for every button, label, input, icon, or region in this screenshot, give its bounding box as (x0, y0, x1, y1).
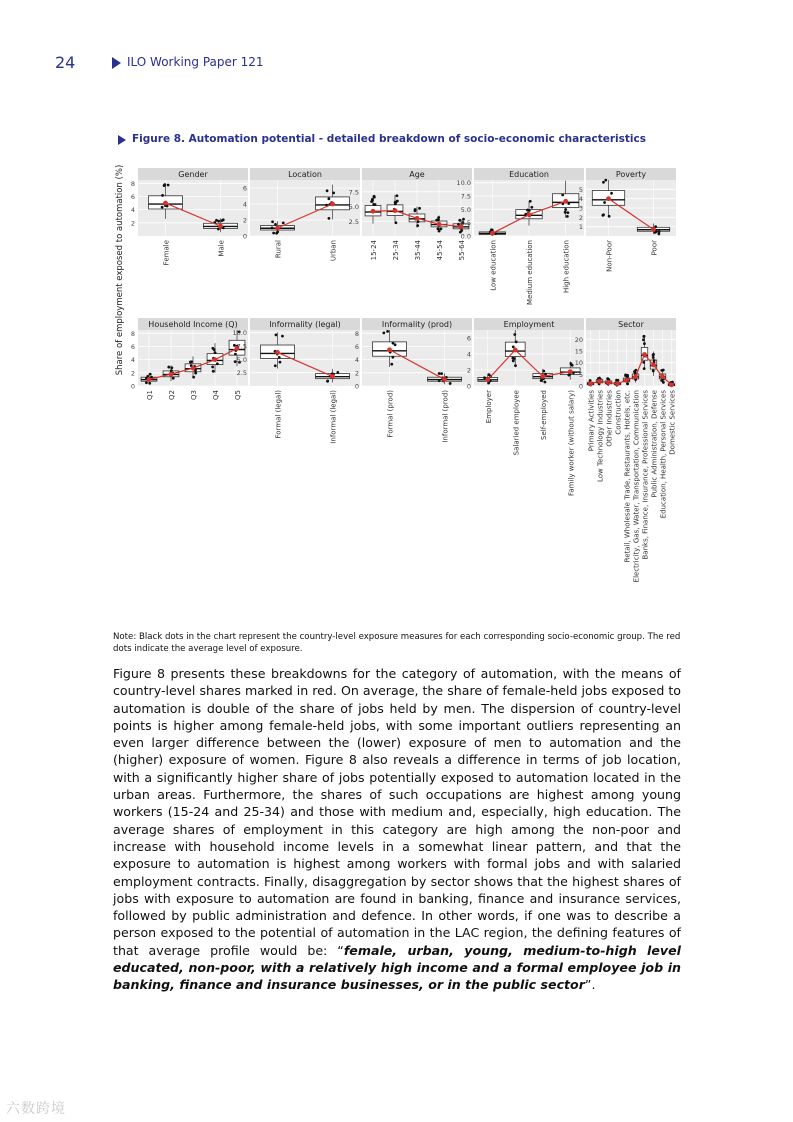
header-arrow-icon (112, 57, 121, 69)
y-tick-label: 4 (130, 356, 135, 365)
mean-point (213, 357, 218, 362)
country-point (326, 189, 329, 192)
mean-point (606, 380, 611, 385)
country-point (390, 363, 393, 366)
y-tick-label: 4 (242, 200, 247, 209)
country-point (271, 220, 274, 223)
y-tick-label: 10.0 (232, 329, 247, 338)
y-tick-label: 0.0 (460, 232, 471, 241)
facet-panel-4 (579, 168, 676, 272)
facet-panel-9 (575, 318, 677, 582)
x-tick-label: Informal (prod) (441, 390, 450, 443)
facet-panel-0 (131, 168, 248, 265)
y-tick-label: 6 (466, 334, 471, 343)
country-point (601, 214, 604, 217)
x-tick-label: 25-34 (392, 240, 400, 261)
x-tick-label: Low Technology Industries (596, 390, 605, 482)
country-point (416, 224, 419, 227)
series-title: ILO Working Paper 121 (127, 55, 264, 69)
country-point (658, 230, 661, 233)
x-tick-label: 35-44 (414, 240, 422, 261)
country-point (170, 369, 173, 372)
page-number: 24 (55, 53, 76, 72)
country-point (652, 356, 655, 359)
country-point (642, 361, 645, 364)
country-point (440, 372, 443, 375)
mean-point (163, 201, 168, 206)
x-tick-label: Domestic Services (668, 390, 677, 455)
country-point (437, 227, 440, 230)
mean-point (606, 196, 611, 201)
x-tick-label: 45-54 (436, 240, 444, 261)
mean-point (169, 372, 174, 377)
y-tick-label: 8 (354, 329, 359, 338)
y-tick-label: 20 (574, 335, 583, 344)
country-point (145, 381, 148, 384)
country-point (438, 372, 441, 375)
x-tick-label: Non-Poor (605, 240, 614, 272)
x-tick-label: Education, Health, Personal Services (659, 390, 668, 519)
mean-point (527, 212, 532, 217)
x-tick-label: Q2 (168, 390, 176, 400)
y-tick-label: 7.5 (236, 342, 247, 351)
mean-point (624, 378, 629, 383)
mean-point (597, 379, 602, 384)
y-tick-label: 7.5 (348, 188, 359, 197)
y-tick-label: 8 (130, 329, 135, 338)
country-point (440, 228, 443, 231)
y-tick-label: 0 (242, 232, 247, 241)
country-point (626, 382, 629, 385)
x-tick-label: Q4 (212, 390, 220, 400)
country-point (542, 370, 545, 373)
country-point (561, 193, 564, 196)
country-point (271, 226, 274, 229)
watermark: 六数跨境 (6, 1101, 66, 1117)
y-tick-label: 2.5 (236, 369, 247, 378)
x-tick-label: Electricity, Gas, Water, Transportation, Communication (632, 390, 641, 583)
country-point (395, 221, 398, 224)
figure-title: Figure 8. Automation potential - detailed breakdown of socio-economic characteristics (132, 133, 646, 145)
facet-panel-6 (233, 318, 360, 444)
country-point (530, 206, 533, 209)
country-point (624, 374, 627, 377)
y-tick-label: 6 (242, 184, 247, 193)
y-tick-label: 5 (578, 185, 583, 194)
country-point (167, 184, 170, 187)
country-point (643, 335, 646, 338)
x-tick-label: Low education (489, 240, 498, 291)
country-point (604, 179, 607, 182)
facet-panel-7 (355, 318, 472, 443)
y-tick-label: 2 (578, 213, 583, 222)
boxplot-chart (110, 160, 680, 610)
mean-point (275, 226, 280, 231)
country-point (392, 342, 395, 345)
y-tick-label: 6 (354, 342, 359, 351)
country-point (391, 356, 394, 359)
country-point (643, 367, 646, 370)
country-point (610, 192, 613, 195)
x-tick-label: 15-24 (370, 240, 378, 261)
body-paragraph (113, 665, 681, 994)
mean-point (660, 374, 665, 379)
country-point (221, 219, 224, 222)
mean-point (490, 231, 495, 236)
mean-point (437, 222, 442, 227)
country-point (336, 371, 339, 374)
facet-title: Sector (618, 320, 644, 329)
facet-title: Location (288, 170, 322, 179)
country-point (274, 364, 277, 367)
country-point (483, 376, 486, 379)
country-point (382, 332, 385, 335)
country-point (282, 221, 285, 224)
x-tick-label: Formal (legal) (274, 390, 283, 439)
facet-title: Education (509, 170, 549, 179)
y-tick-label: 4 (130, 206, 135, 215)
country-point (515, 340, 518, 343)
country-point (602, 181, 605, 184)
country-point (653, 359, 656, 362)
country-point (662, 381, 665, 384)
mean-point (415, 216, 420, 221)
country-point (414, 209, 417, 212)
country-point (570, 362, 573, 365)
country-point (149, 373, 152, 376)
mean-point (218, 224, 223, 229)
x-tick-label: Male (217, 240, 226, 257)
mean-point (513, 348, 518, 353)
y-tick-label: 2.5 (460, 219, 471, 228)
country-point (564, 208, 567, 211)
country-point (567, 211, 570, 214)
country-point (279, 361, 282, 364)
y-tick-label: 4 (354, 356, 359, 365)
country-point (567, 374, 570, 377)
y-tick-label: 1 (578, 223, 583, 232)
country-point (386, 330, 389, 333)
x-tick-label: Female (162, 240, 171, 266)
country-point (660, 369, 663, 372)
y-tick-label: 5.0 (460, 205, 471, 214)
x-tick-label: Self-employed (539, 390, 548, 440)
x-tick-label: Formal (prod) (386, 390, 395, 438)
country-point (603, 201, 606, 204)
country-point (371, 198, 374, 201)
country-point (213, 348, 216, 351)
country-point (278, 356, 281, 359)
mean-point (330, 202, 335, 207)
mean-point (275, 350, 280, 355)
country-point (172, 377, 175, 380)
country-point (161, 194, 164, 197)
mean-point (633, 374, 638, 379)
y-tick-label: 3 (578, 204, 583, 213)
x-tick-label: Q3 (190, 390, 198, 400)
y-tick-label: 2 (242, 216, 247, 225)
y-tick-label: 2.5 (348, 217, 359, 226)
country-point (526, 209, 529, 212)
country-point (214, 351, 217, 354)
y-tick-label: 2 (354, 369, 359, 378)
y-tick-label: 4 (578, 195, 583, 204)
y-tick-label: 8 (130, 179, 135, 188)
country-point (396, 194, 399, 197)
country-point (276, 231, 279, 234)
y-tick-label: 10.0 (456, 179, 471, 188)
y-tick-label: 15 (574, 347, 583, 356)
y-tick-label: 4 (466, 350, 471, 359)
mean-point (669, 382, 674, 387)
country-point (615, 379, 618, 382)
body-text: Figure 8 presents these breakdowns for the category of automation, with the means of country-level shares marked in red. On average, the share of female-held jobs exposed to automation is double of the share of jobs held by men. The dispersion of country-level points is higher among female-held jobs, with some important outliers representing an even larger difference between the (lower) exposure of men to automation and the (higher) exposure of women. Figure 8 also reveals a difference in terms of job location, with a significantly higher share of jobs potentially exposed to automation located in the urban areas. Furthermore, the shares of such occupations are highest among young workers (15-24 and 25-34) and those with medium and, especially, high education. The average shares of employment in this category are high among the non-poor and increase with household income levels in a somewhat linear pattern, and that the exposure to automation is highest among workers with formal jobs and with salaried employment contracts. Finally, disaggregation by sector shows that the highest shares of jobs with exposure to automation are found in banking, finance and insurance services, followed by public administration and defence. In other words, if one was to describe a person exposed to the potential of automation in the LAC region, the defining features of that average profile would be: “ (113, 666, 681, 958)
country-point (643, 342, 646, 345)
y-tick-label: 0 (578, 382, 583, 391)
x-tick-label: Employer (484, 390, 493, 424)
facet-title: Age (409, 170, 425, 179)
mean-point (147, 377, 152, 382)
x-tick-label: Salaried employee (512, 390, 521, 456)
country-point (488, 373, 491, 376)
country-point (192, 376, 195, 379)
country-point (212, 370, 215, 373)
country-point (275, 333, 278, 336)
y-tick-label: 5.0 (348, 203, 359, 212)
country-point (564, 211, 567, 214)
facet-title: Poverty (615, 170, 647, 179)
country-point (148, 382, 151, 385)
country-point (216, 362, 219, 365)
facet-title: Gender (178, 170, 208, 179)
facet-title: Informality (legal) (269, 320, 341, 329)
country-point (608, 215, 611, 218)
country-point (373, 196, 376, 199)
country-point (634, 369, 637, 372)
country-point (566, 215, 569, 218)
country-point (194, 372, 197, 375)
facet-panel-1 (243, 168, 360, 261)
y-tick-label: 6 (130, 342, 135, 351)
facet-panel-5 (131, 318, 248, 400)
y-tick-label: 0 (466, 382, 471, 391)
y-tick-label: 5.0 (236, 355, 247, 364)
country-point (326, 380, 329, 383)
y-tick-label: 2 (130, 219, 135, 228)
x-tick-label: Medium education (526, 240, 534, 305)
mean-point (371, 209, 376, 214)
mean-point (442, 377, 447, 382)
x-tick-label: High education (562, 240, 571, 294)
country-point (438, 379, 441, 382)
country-point (272, 232, 275, 235)
mean-point (642, 352, 647, 357)
country-point (436, 218, 439, 221)
mean-point (387, 347, 392, 352)
body-quote: female, urban, young, medium-to-high level educated, non-poor, with a relatively high income and a formal employee job in banking, finance and insurance businesses, or in the public sector (113, 942, 681, 993)
facet-panel-8 (467, 318, 584, 496)
country-point (418, 207, 421, 210)
mean-point (393, 208, 398, 213)
x-tick-label: Construction (614, 390, 623, 435)
country-point (529, 200, 532, 203)
x-tick-label: Family worker (without salary) (567, 390, 576, 497)
facet-title: Informality (prod) (381, 320, 453, 329)
mean-point (563, 199, 568, 204)
mean-point (615, 381, 620, 386)
country-point (449, 382, 452, 385)
x-tick-label: Poor (650, 240, 659, 256)
body-closing: ”. (584, 977, 596, 993)
country-point (217, 220, 220, 223)
country-point (281, 335, 284, 338)
y-tick-label: 7.5 (460, 192, 471, 201)
x-tick-label: Other Industries (605, 390, 614, 447)
mean-point (540, 374, 545, 379)
mean-point (588, 381, 593, 386)
x-tick-label: Q1 (146, 390, 154, 400)
mean-point (651, 227, 656, 232)
x-tick-label: Urban (329, 240, 338, 262)
mean-point (191, 366, 196, 371)
x-tick-label: Q5 (234, 390, 242, 400)
country-point (544, 381, 547, 384)
y-axis-label: Share of employment exposed to automation (%) (115, 164, 125, 376)
facet-title: Household Income (Q) (148, 320, 238, 329)
country-point (274, 223, 277, 226)
facet-title: Employment (503, 320, 555, 329)
country-point (514, 364, 517, 367)
country-point (332, 192, 335, 195)
country-point (652, 369, 655, 372)
mean-point (330, 374, 335, 379)
mean-point (568, 369, 573, 374)
y-tick-label: 2 (130, 369, 135, 378)
x-tick-label: Retail, Wholesale Trade, Restaurants, Hotels, etc. (623, 390, 632, 563)
country-point (513, 357, 516, 360)
country-point (513, 333, 516, 336)
x-tick-label: 55-64 (458, 240, 466, 261)
x-tick-label: Primary Activities (587, 390, 596, 452)
country-point (395, 201, 398, 204)
country-point (170, 366, 173, 369)
country-point (161, 206, 164, 209)
x-tick-label: Public Administration, Defense (650, 390, 659, 498)
mean-point (651, 363, 656, 368)
facet-panel-2 (349, 168, 472, 260)
country-point (327, 197, 330, 200)
y-tick-label: 6 (130, 192, 135, 201)
facet-panel-3 (457, 168, 584, 305)
country-point (190, 360, 193, 363)
figure-note: Note: Black dots in the chart represent the country-level exposure measures for each corresponding socio-economic group. The red dots indicate the average level of exposure. (113, 632, 681, 654)
country-point (374, 203, 377, 206)
y-tick-label: 0 (130, 382, 135, 391)
y-tick-label: 0 (354, 382, 359, 391)
country-point (211, 366, 214, 369)
y-tick-label: 10 (574, 359, 583, 368)
x-tick-label: Rural (274, 240, 283, 259)
country-point (167, 366, 170, 369)
mean-point (485, 377, 490, 382)
figure-arrow-icon (118, 135, 126, 145)
y-tick-label: 2 (466, 366, 471, 375)
country-point (328, 217, 331, 220)
x-tick-label: Informal (legal) (329, 390, 338, 444)
x-tick-label: Banks, Finance, Insurance, Professional Services (641, 390, 650, 560)
y-tick-label: 5 (578, 370, 583, 379)
country-point (233, 344, 236, 347)
country-point (642, 338, 645, 341)
country-point (163, 183, 166, 186)
country-point (567, 202, 570, 205)
country-point (652, 353, 655, 356)
